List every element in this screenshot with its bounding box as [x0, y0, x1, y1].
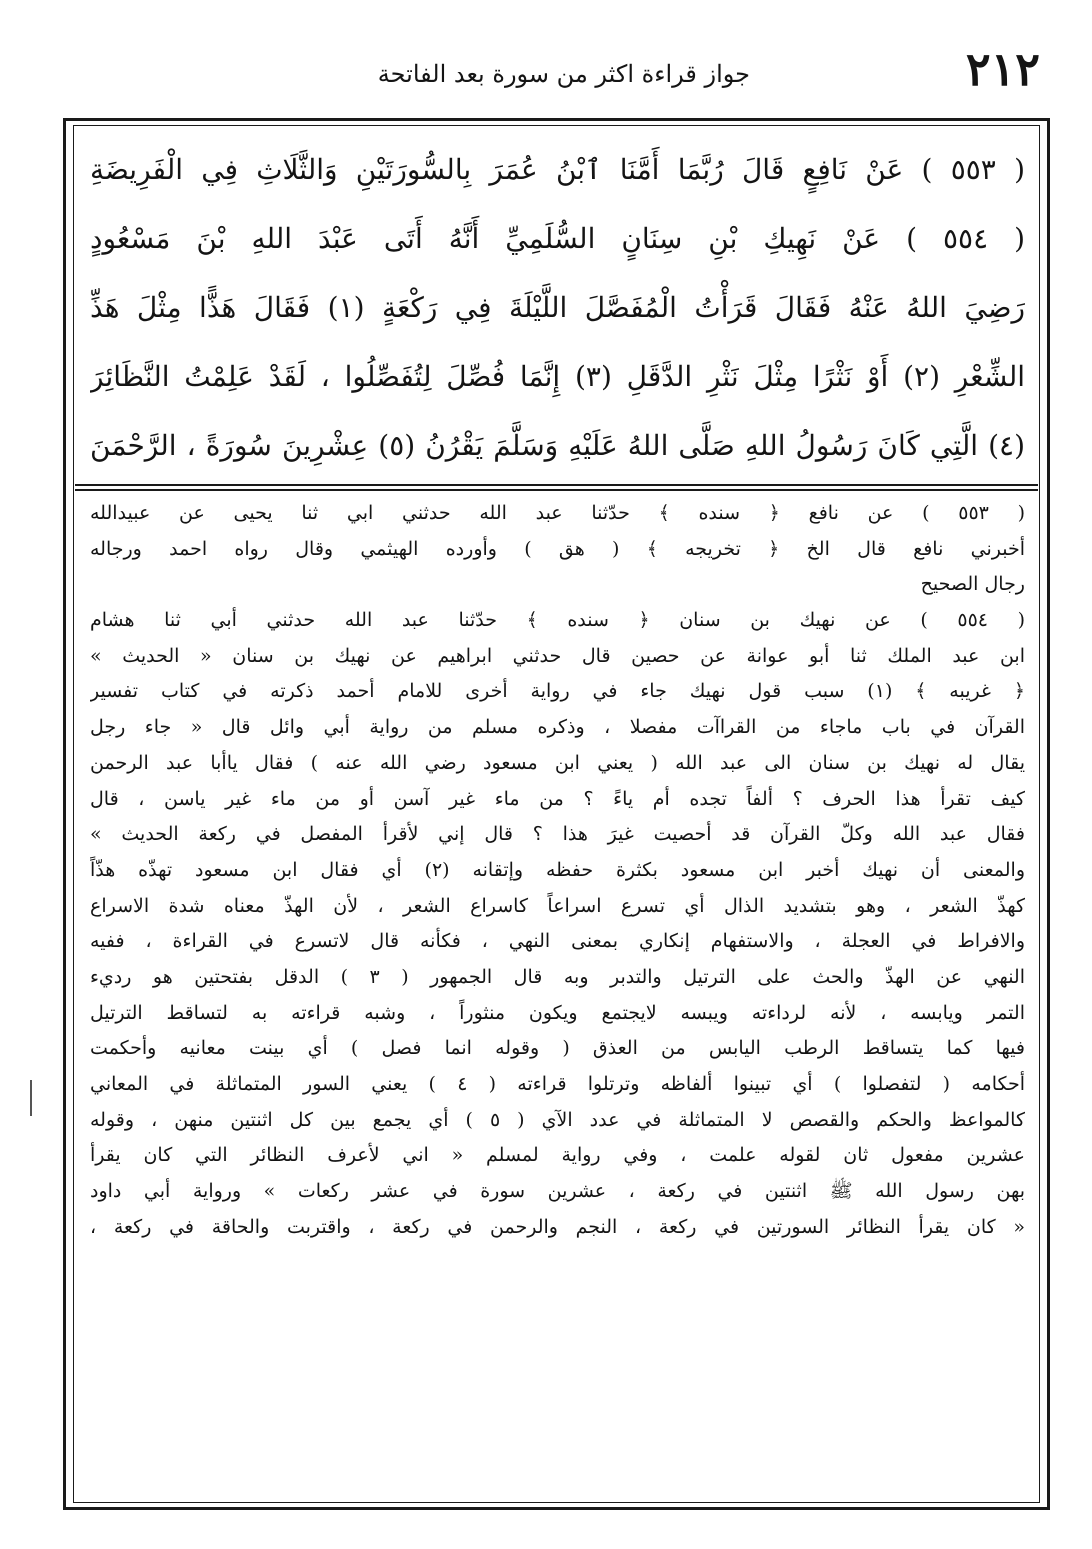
commentary-line: ابن عبد الملك ثنا أبو عوانة عن حصين قال حدثني ابراهيم عن نهيك بن سنان « الحديث » [90, 644, 1025, 667]
commentary-line: « كان يقرأ النظائر السورتين في ركعة ، النجم والرحمن في ركعة ، واقتربت والحاقة في ركعة ، [90, 1215, 1025, 1238]
commentary-line: أحكامه ( لتفصلوا ) أي تبينوا ألفاظه وترتلوا قراءته ( ٤ ) يعني السور المتماثلة في المعاني [90, 1073, 1025, 1095]
commentary-line: أخبرني نافع قال الخ ﴿ تخريجه ﴾ ( هق ) وأورده الهيثمي وقال رواه احمد ورجاله [90, 537, 1025, 560]
commentary-line: والافراط في العجلة ، والاستفهام إنكاري بمعنى النهي ، فكأنه قال لاتسرع في القراءة ، ففيه [90, 930, 1025, 953]
commentary-line: النهي عن الهذّ والحث على الترتيل والتدبر وبه قال الجمهور ( ٣ ) الدقل بفتحتين هو رديء [90, 965, 1025, 988]
commentary-line: ( ٥٥٤ ) عن نهيك بن سنان ﴿ سنده ﴾ حدّثنا عبد الله حدثني أبي ثنا هشام [90, 609, 1025, 632]
running-title: جواز قراءة اكثر من سورة بعد الفاتحة [377, 60, 750, 88]
hadith-line: ( ٥٥٣ ) عَنْ نَافِعٍ قَالَ رُبَّمَا أَمَّنَا ٱبْنُ عُمَرَ بِالسُّورَتَيْنِ وَالثَّلَاثِ فِي الْفَرِيضَةِ [90, 153, 1025, 186]
commentary-line: كالمواعظ والحكم والقصص لا المتماثلة في عدد الآي ( ٥ ) أي يجمع بين كل اثنتين منهن ، وقوله [90, 1108, 1025, 1131]
section-divider-thin [75, 489, 1038, 491]
commentary-line: ( ٥٥٣ ) عن نافع ﴿ سنده ﴾ حدّثنا عبد الله حدثني ابي ثنا يحيى عن عبيدالله [90, 502, 1025, 524]
commentary-line: بهن رسول الله ﷺ اثنتين في ركعة ، عشرين سورة في عشر ركعات » ورواية أبي داود [90, 1180, 1025, 1203]
commentary-line: فقال عبد الله وكلّ القرآن قد أحصيت غيرَ هذا ؟ قال إني لأقرأ المفصل في ركعة الحديث » [90, 823, 1025, 846]
commentary-line: يقال له نهيك بن سنان الى عبد الله ( يعني ابن مسعود رضي الله عنه ) فقال ياأبا عبد الرحمن [90, 751, 1025, 774]
hadith-line: ( ٥٥٤ ) عَنْ نَهِيكِ بْنِ سِنَانٍ السُّلَمِيِّ أَنَّهُ أَتَى عَبْدَ اللهِ بْنَ مَسْعُودٍ [90, 222, 1025, 255]
page-header [60, 40, 1050, 110]
section-divider [75, 484, 1038, 486]
commentary-line: كيف تقرأ هذا الحرف ؟ ألفاً تجده أم ياءً ؟ من ماء غير آسن أو من ماء غير ياسن ، قال [90, 787, 1025, 810]
page-number: ٢١٢ [965, 42, 1040, 96]
commentary-line: كهذّ الشعر ، وهو بتشديد الذال أي تسرع اسراعاً كاسراع الشعر ، لأن الهذّ معناه شدة الاسراع [90, 894, 1025, 917]
hadith-line: الشِّعْرِ (٢) أَوْ نَثْرًا مِثْلَ نَثْرِ الدَّقَلِ (٣) إِنَّمَا فُصِّلَ لِتُفَصِّلُوا ، لَقَدْ عَلِمْتُ النَّظَائِرَ [90, 360, 1025, 393]
commentary-line: رجال الصحيح [920, 573, 1025, 596]
commentary-line: والمعنى أن نهيك أخبر ابن مسعود بكثرة حفظه وإتقانه (٢) أي فقال ابن مسعود تهذّه هذّاً [90, 858, 1025, 881]
commentary-line: ﴿ غريبه ﴾ (١) سبب قول نهيك جاء في رواية أخرى للامام أحمد ذكرته في كتاب تفسير [90, 680, 1025, 703]
margin-mark [30, 1080, 32, 1116]
hadith-text-block [90, 135, 1025, 480]
commentary-line: التمر ويابسه ، لأنه لرداءته ويبسه لايجتمع ويكون منثوراً ، وشبه قراءته به لتساقط الترتيل [90, 1001, 1025, 1024]
hadith-line: (٤) الَّتِي كَانَ رَسُولُ اللهِ صَلَّى اللهُ عَلَيْهِ وَسَلَّمَ يَقْرُنُ (٥) عِشْرِينَ سُورَةً ، الرَّحْمَنَ [90, 429, 1025, 462]
commentary-line: القرآن في باب ماجاء من القراآت مفصلا ، وذكره مسلم من رواية أبي وائل قال « جاء رجل [90, 716, 1025, 739]
hadith-line: رَضِيَ اللهُ عَنْهُ فَقَالَ قَرَأْتُ الْمُفَصَّلَ اللَّيْلَةَ فِي رَكْعَةٍ (١) فَقَالَ هَذًّا مِثْلَ هَذِّ [90, 291, 1025, 324]
commentary-line: عشرين مفعول ثان لقوله علمت ، وفي رواية لمسلم « اني لأعرف النظائر التي كان يقرأ [90, 1144, 1025, 1167]
commentary-text-block [90, 496, 1025, 1496]
commentary-line: فيها كما يتساقط الرطب اليابس من العذق ( وقوله انما فصل ) أي بينت معانيه وأحكمت [90, 1037, 1025, 1060]
